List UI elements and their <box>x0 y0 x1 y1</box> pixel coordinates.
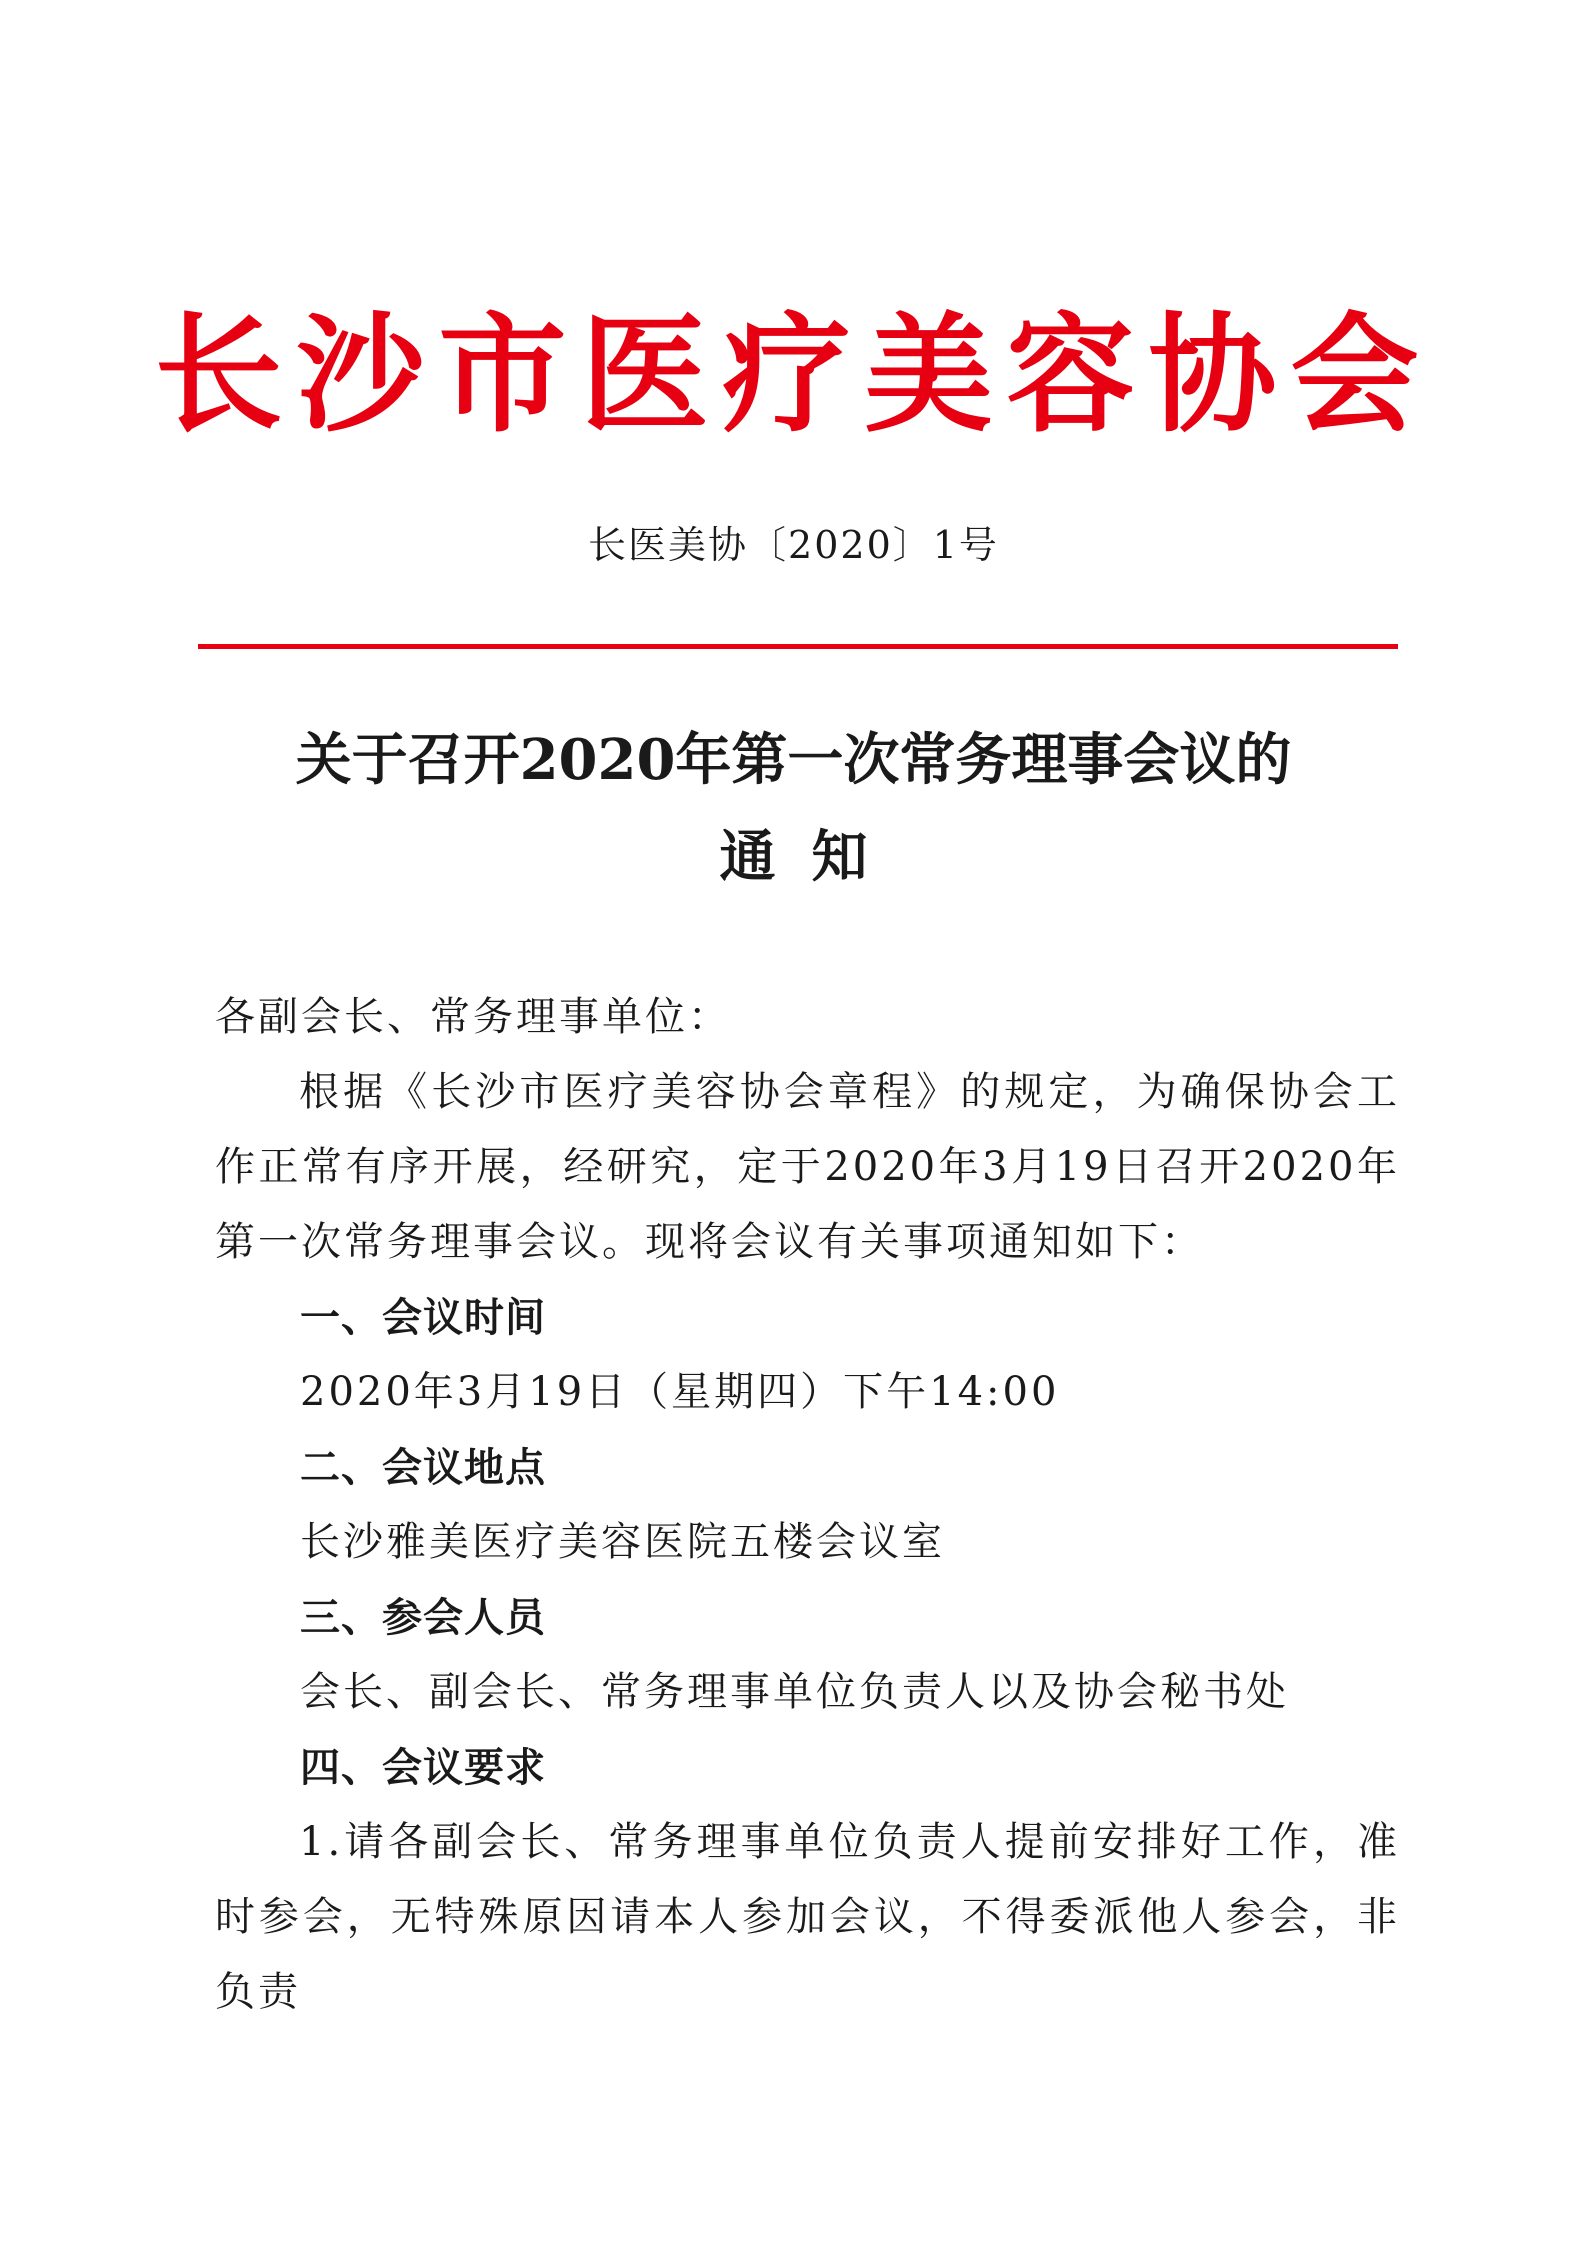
red-divider <box>198 644 1398 649</box>
section-heading-attendees: 三、参会人员 <box>300 1594 546 1641</box>
org-title: 长沙市医疗美容协会 <box>154 300 1433 450</box>
intro-paragraph: 根据《长沙市医疗美容协会章程》的规定，为确保协会工作正常有序开展，经研究，定于2020年3月19日召开2020年第一次常务理事会议。现将会议有关事项通知如下： <box>215 1069 1400 1265</box>
section-heading-location: 二、会议地点 <box>300 1444 546 1491</box>
section-content-time: 2020年3月19日（星期四）下午14:00 <box>300 1369 1060 1415</box>
salutation: 各副会长、常务理事单位： <box>215 994 731 1040</box>
section-heading-time: 一、会议时间 <box>300 1294 546 1341</box>
notice-title-line2: 通知 <box>719 824 904 890</box>
section-heading-requirements: 四、会议要求 <box>300 1744 546 1791</box>
document-number: 长医美协〔2020〕1号 <box>588 523 999 567</box>
notice-title-line1: 关于召开2020年第一次常务理事会议的 <box>295 727 1292 793</box>
section-content-location: 长沙雅美医疗美容医院五楼会议室 <box>300 1519 945 1565</box>
requirement-item-1: 1.请各副会长、常务理事单位负责人提前安排好工作，准时参会，无特殊原因请本人参加会议，不得委派他人参会，非负责 <box>215 1819 1400 2015</box>
section-content-attendees: 会长、副会长、常务理事单位负责人以及协会秘书处 <box>300 1669 1289 1715</box>
